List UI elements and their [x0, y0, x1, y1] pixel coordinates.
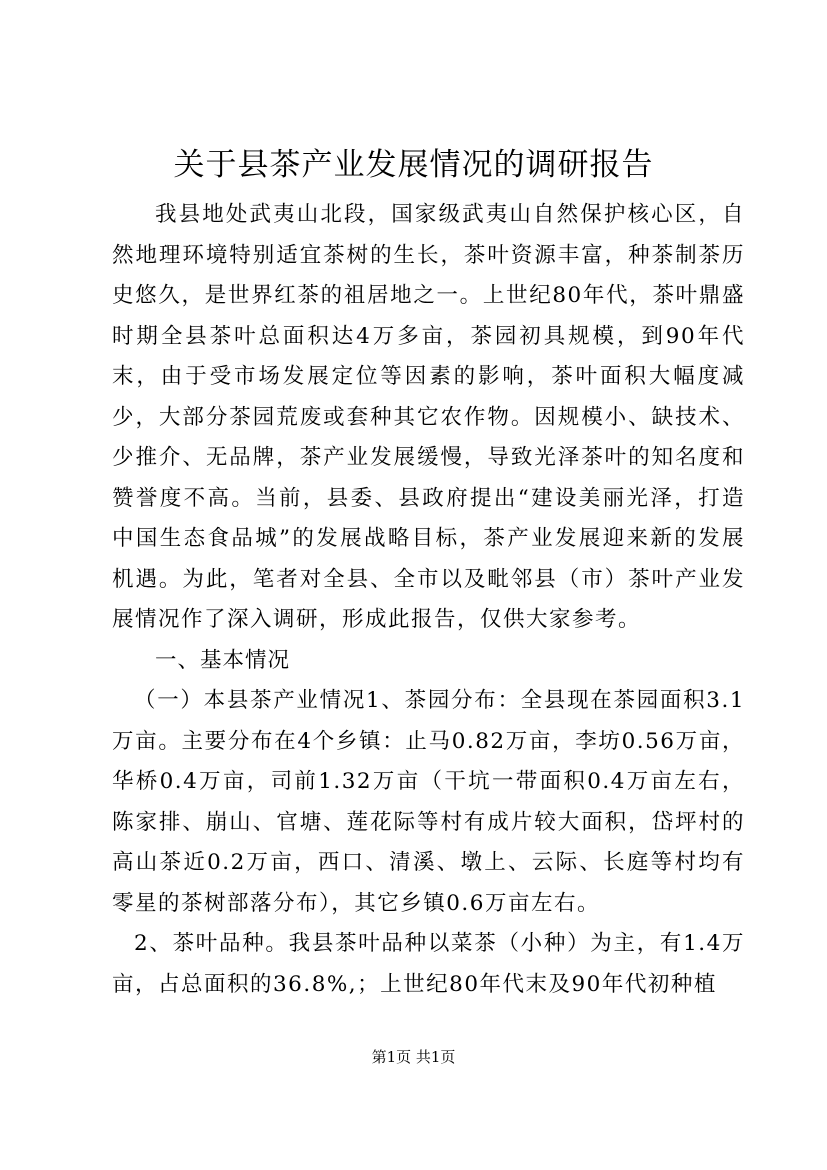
document-body [112, 195, 745, 1005]
document-title: 关于县茶产业发展情况的调研报告 [173, 147, 654, 183]
page-footer: 第1页 共1页 [371, 1048, 456, 1066]
section-heading-basic-situation: 一、基本情况 [155, 647, 291, 673]
tea-garden-distribution-paragraph: （一）本县茶产业情况1、茶园分布：全县现在茶园面积3.1万亩。主要分布在4个乡镇：止马0.82万亩，李坊0.56万亩，华桥0.4万亩，司前1.32万亩（干坑一带面积0.4万亩左右，陈家排、崩山、官塘、莲花际等村有成片较大面积，岱坪村的高山茶近0.2万亩，西口、清溪、墩上、云际、长庭等村均有零星的茶树部落分布），其它乡镇0.6万亩左右。 [112, 688, 745, 916]
intro-paragraph: 我县地处武夷山北段，国家级武夷山自然保护核心区，自然地理环境特别适宜茶树的生长，茶叶资源丰富，种茶制茶历史悠久，是世界红茶的祖居地之一。上世纪80年代，茶叶鼎盛时期全县茶叶总面积达4万多亩，茶园初具规模，到90年代末，由于受市场发展定位等因素的影响，茶叶面积大幅度减少，大部分茶园荒废或套种其它农作物。因规模小、缺技术、少推介、无品牌，茶产业发展缓慢，导致光泽茶叶的知名度和赞誉度不高。当前，县委、县政府提出“建设美丽光泽，打造中国生态食品城”的发展战略目标，茶产业发展迎来新的发展机遇。为此，笔者对全县、全市以及毗邻县（市）茶叶产业发展情况作了深入调研，形成此报告，仅供大家参考。 [112, 202, 745, 632]
tea-variety-paragraph: 2、茶叶品种。我县茶叶品种以菜茶（小种）为主，有1.4万亩，占总面积的36.8%,；上世纪80年代末及90年代初种植 [112, 931, 745, 997]
